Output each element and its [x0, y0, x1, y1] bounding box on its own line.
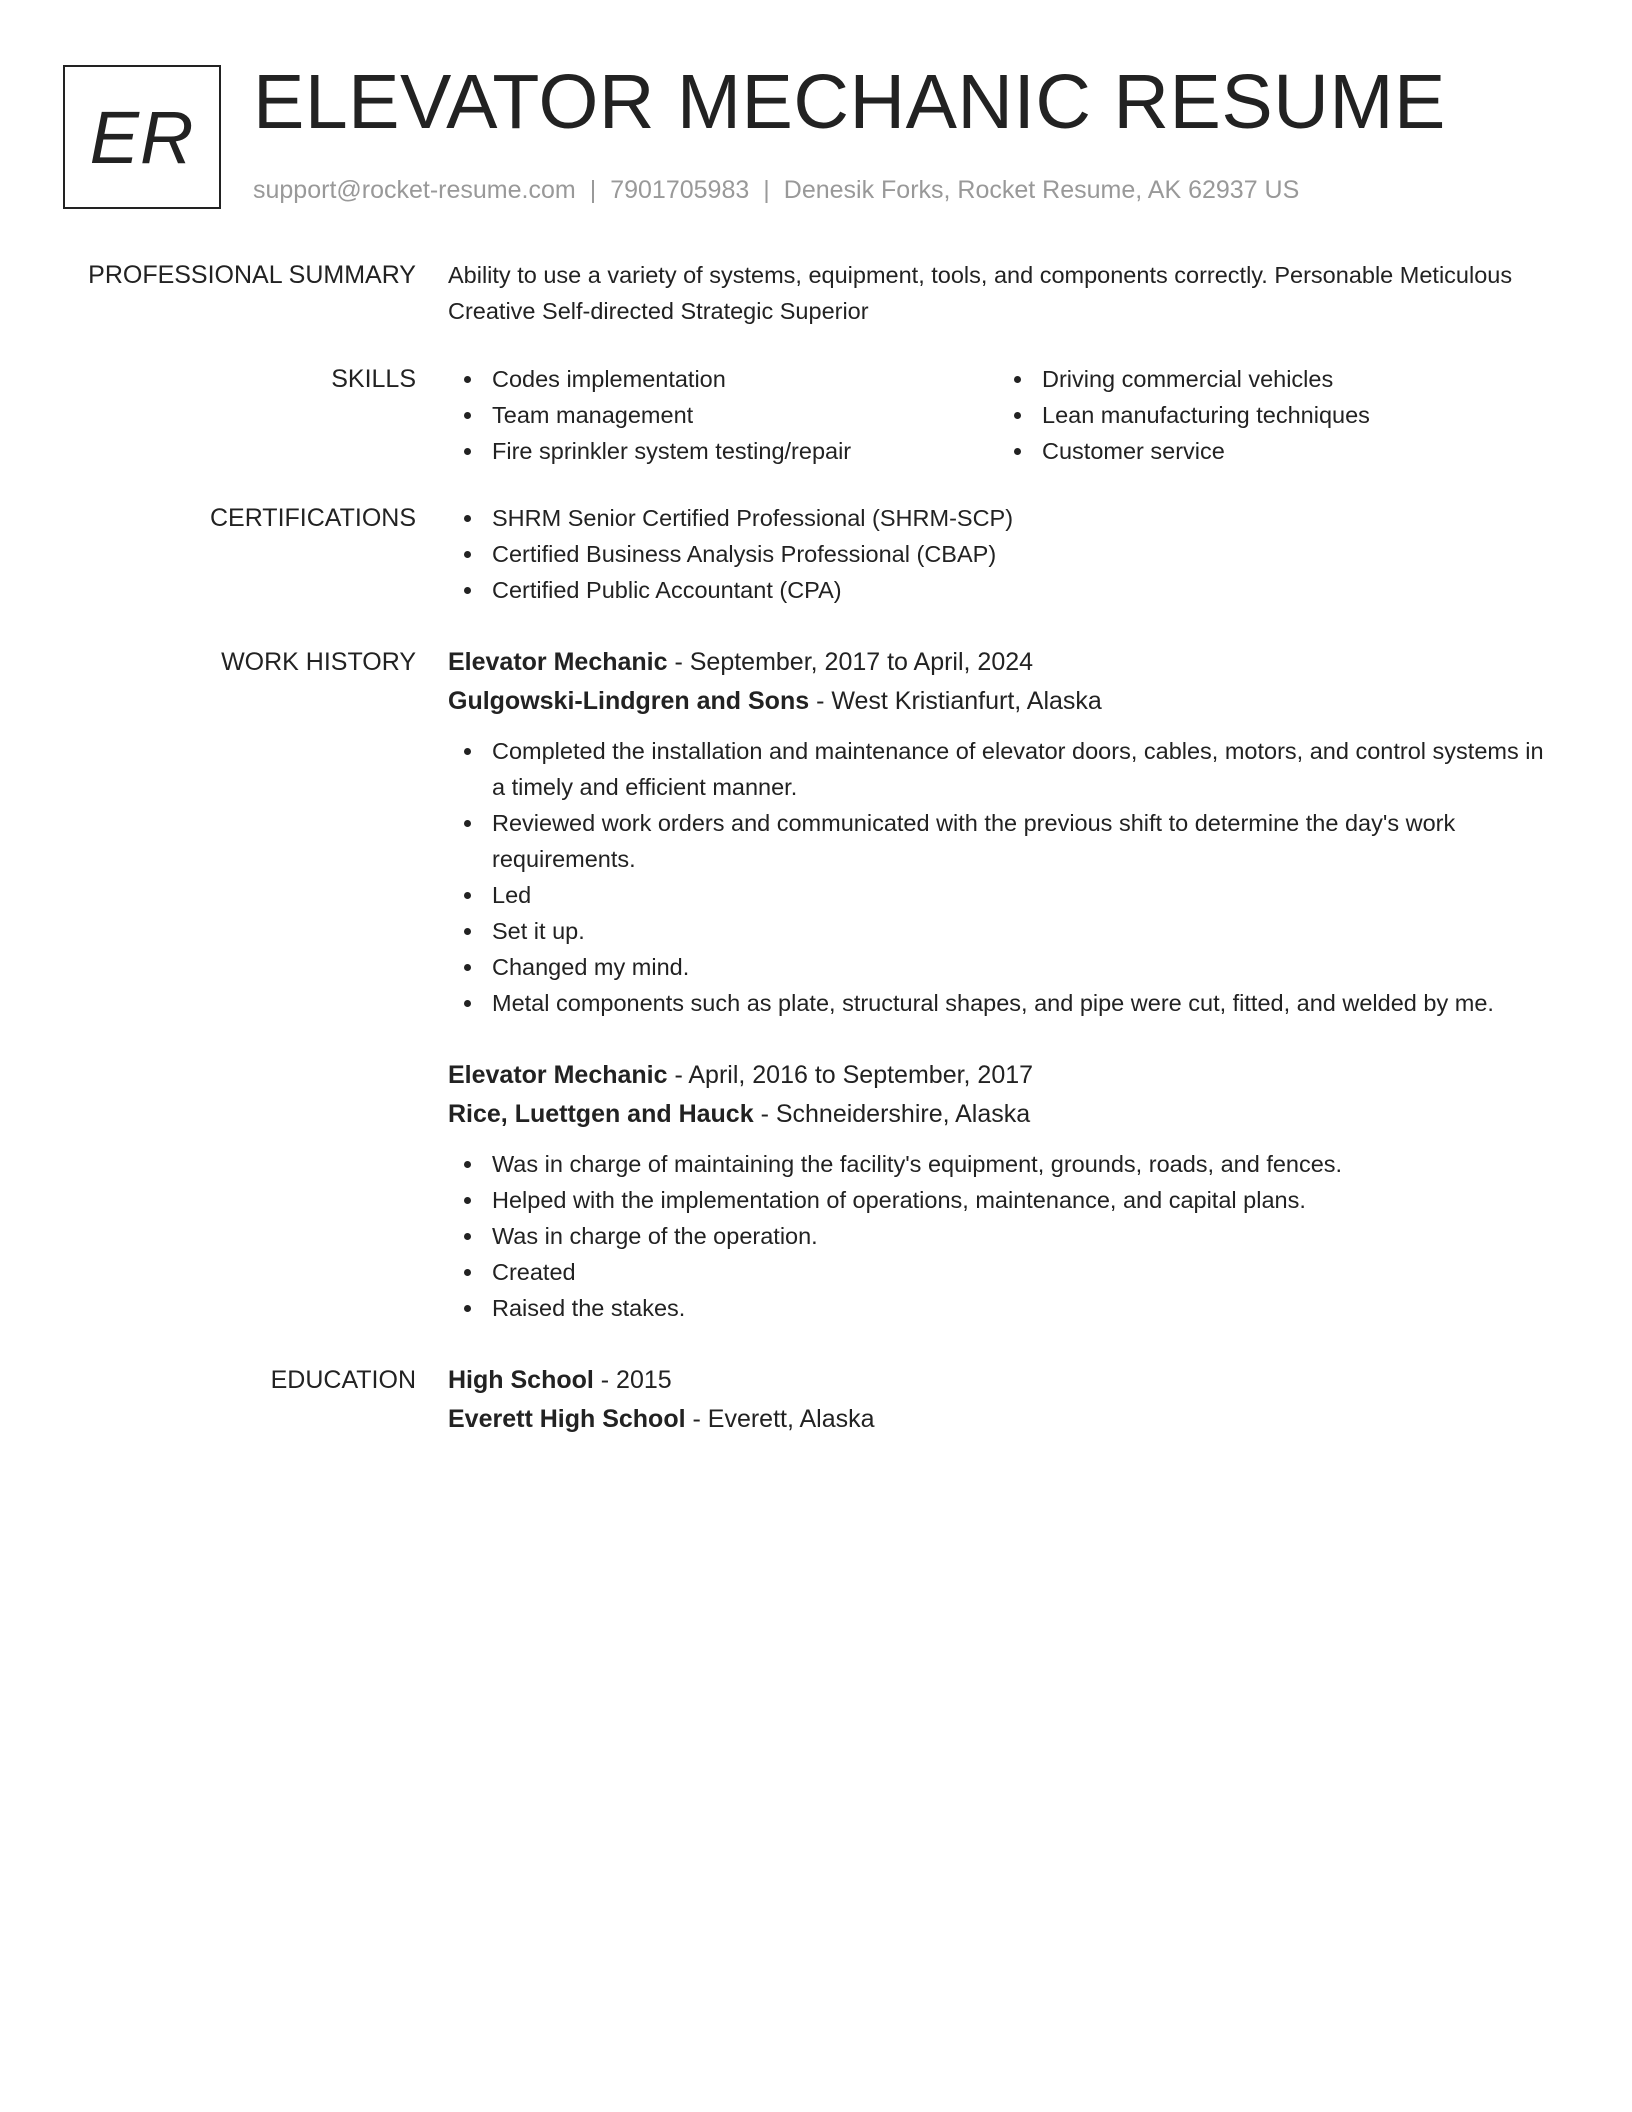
certifications-body: [448, 500, 1558, 608]
contact-separator: |: [763, 176, 770, 204]
job-company: Gulgowski-Lindgren and Sons: [448, 687, 810, 715]
job-bullet: Raised the stakes.: [448, 1290, 1558, 1326]
skills-columns: [448, 361, 1558, 469]
job-location: - Schneidershire, Alaska: [753, 1100, 1031, 1128]
contact-address: Denesik Forks, Rocket Resume, AK 62937 US: [783, 176, 1300, 204]
contact-separator: |: [589, 176, 597, 204]
resume-title: ELEVATOR MECHANIC RESUME: [253, 59, 1446, 145]
work-history-label: WORK HISTORY: [221, 648, 416, 676]
contact-email: support@rocket-resume.com: [253, 176, 576, 204]
contact-phone: 7901705983: [610, 176, 750, 204]
education-degree-line: [448, 1361, 1558, 1400]
job-entry: [448, 643, 1558, 1021]
skill-item: Fire sprinkler system testing/repair: [448, 433, 998, 469]
summary-label: PROFESSIONAL SUMMARY: [88, 261, 416, 289]
skills-list-right: [998, 361, 1548, 469]
skill-item: Customer service: [998, 433, 1548, 469]
job-bullet: Set it up.: [448, 913, 1558, 949]
skill-item: Team management: [448, 397, 998, 433]
job-bullet: Metal components such as plate, structural shapes, and pipe were cut, fitted, and welded by me.: [448, 985, 1558, 1021]
job-company: Rice, Luettgen and Hauck: [448, 1100, 754, 1128]
certification-item: Certified Public Accountant (CPA): [448, 572, 1558, 608]
job-company-line: [448, 682, 1558, 721]
job-bullets: [448, 733, 1558, 1021]
education-label: EDUCATION: [270, 1366, 416, 1394]
job-bullet: Helped with the implementation of operations, maintenance, and capital plans.: [448, 1182, 1558, 1218]
job-bullet: Was in charge of the operation.: [448, 1218, 1558, 1254]
monogram-box: ER: [63, 65, 221, 209]
summary-text: Ability to use a variety of systems, equipment, tools, and components correctly. Personable Meticulous Creative Self-directed Strategic Superior: [448, 262, 1513, 324]
education-location: - Everett, Alaska: [685, 1405, 875, 1433]
job-dates: - April, 2016 to September, 2017: [667, 1061, 1034, 1089]
skills-label: SKILLS: [331, 365, 416, 393]
job-title: Elevator Mechanic: [448, 648, 668, 676]
education-entry: [448, 1361, 1558, 1439]
job-entry: [448, 1056, 1558, 1326]
job-bullet: Changed my mind.: [448, 949, 1558, 985]
skill-item: Driving commercial vehicles: [998, 361, 1548, 397]
job-dates: - September, 2017 to April, 2024: [667, 648, 1034, 676]
job-company-line: [448, 1095, 1558, 1134]
job-bullet: Led: [448, 877, 1558, 913]
job-bullet: Completed the installation and maintenance of elevator doors, cables, motors, and control systems in a timely and efficient manner.: [448, 733, 1558, 805]
education-school-line: [448, 1400, 1558, 1439]
certifications-label: CERTIFICATIONS: [209, 504, 416, 532]
education-degree: High School: [448, 1366, 594, 1394]
job-bullet: Reviewed work orders and communicated with the previous shift to determine the day's work requirements.: [448, 805, 1558, 877]
skill-item: Lean manufacturing techniques: [998, 397, 1548, 433]
job-title-line: [448, 1056, 1558, 1095]
certification-item: SHRM Senior Certified Professional (SHRM-SCP): [448, 500, 1558, 536]
education-school: Everett High School: [448, 1405, 686, 1433]
contact-line: [253, 175, 1299, 205]
job-title-line: [448, 643, 1558, 682]
skills-list-left: [448, 361, 998, 469]
job-bullet: Was in charge of maintaining the facility's equipment, grounds, roads, and fences.: [448, 1146, 1558, 1182]
job-bullet: Created: [448, 1254, 1558, 1290]
job-bullets: [448, 1146, 1558, 1326]
job-title: Elevator Mechanic: [448, 1061, 668, 1089]
job-location: - West Kristianfurt, Alaska: [809, 687, 1102, 715]
certification-item: Certified Business Analysis Professional (CBAP): [448, 536, 1558, 572]
education-year: - 2015: [593, 1366, 672, 1394]
skill-item: Codes implementation: [448, 361, 998, 397]
certifications-list: [448, 500, 1558, 608]
